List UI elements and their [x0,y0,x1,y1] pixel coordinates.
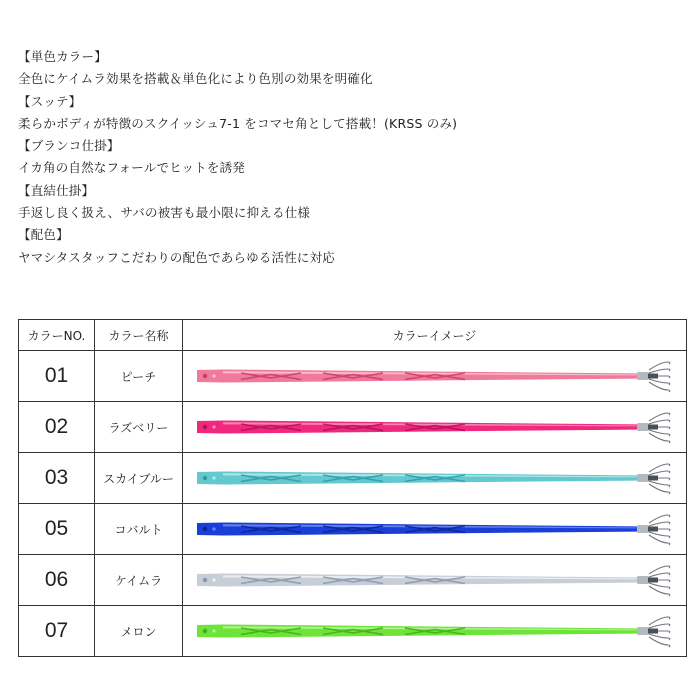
color-image-cell [183,555,687,606]
description-line: 全色にケイムラ効果を搭載＆単色化により色別の効果を明確化 [18,71,373,87]
jig-eye [203,425,207,429]
squid-jig-image [183,504,687,554]
description-line: 手返し良く扱え、サバの被害も最小限に抑える仕様 [18,205,311,221]
description-line: 【直結仕掛】 [18,182,95,198]
jig-eye [212,578,215,581]
color-name: ラズベリー [95,402,183,453]
description-line: ヤマシタスタッフこだわりの配色であらゆる活性に対応 [18,249,336,265]
jig-eye [212,629,215,632]
jig-eye [212,527,215,530]
description-line: 【スッテ】 [18,93,82,109]
color-name: ケイムラ [95,555,183,606]
squid-jig-image [183,453,687,503]
color-number: 05 [19,504,95,555]
color-name: ピーチ [95,351,183,402]
description-line: 柔らかボディが特徴のスクイッシュ7-1 をコマセ角として搭載！(KRSS のみ) [18,115,458,131]
description-line: 【ブランコ仕掛】 [18,138,120,154]
table-row [19,453,687,504]
table-row [19,504,687,555]
squid-jig-image [183,351,687,401]
color-number: 02 [19,402,95,453]
table-header-row [19,320,687,351]
jig-eye [203,374,207,378]
hook-crown [648,527,658,532]
table-row [19,402,687,453]
hook-crown [648,425,658,430]
jig-eye [203,578,207,582]
jig-sinker [637,372,649,380]
jig-eye [212,476,215,479]
color-image-cell [183,351,687,402]
color-table [18,319,687,657]
header-color-number: カラーNO. [19,320,95,351]
color-image-cell [183,504,687,555]
jig-sinker [637,474,649,482]
jig-sinker [637,576,649,584]
jig-eye [212,425,215,428]
description-line: イカ角の自然なフォールでヒットを誘発 [18,160,245,176]
squid-jig-image [183,402,687,452]
color-number: 03 [19,453,95,504]
jig-eye [203,527,207,531]
header-color-image: カラーイメージ [183,320,687,351]
hook-crown [648,629,658,634]
jig-eye [212,374,215,377]
color-number: 07 [19,606,95,657]
color-name: メロン [95,606,183,657]
description-line: 【配色】 [18,227,69,243]
color-image-cell [183,453,687,504]
color-name: スカイブルー [95,453,183,504]
table-row [19,606,687,657]
table-row [19,555,687,606]
color-name: コバルト [95,504,183,555]
jig-eye [203,476,207,480]
jig-eye [203,629,207,633]
color-image-cell [183,402,687,453]
jig-sinker [637,525,649,533]
hook-crown [648,374,658,379]
color-number: 01 [19,351,95,402]
squid-jig-image [183,606,687,656]
header-color-name: カラー名称 [95,320,183,351]
table-row [19,351,687,402]
description-block [18,46,688,269]
description-line: 【単色カラー】 [18,49,107,64]
jig-sinker [637,627,649,635]
jig-sinker [637,423,649,431]
color-image-cell [183,606,687,657]
color-number: 06 [19,555,95,606]
squid-jig-image [183,555,687,605]
hook-crown [648,476,658,481]
hook-crown [648,578,658,583]
